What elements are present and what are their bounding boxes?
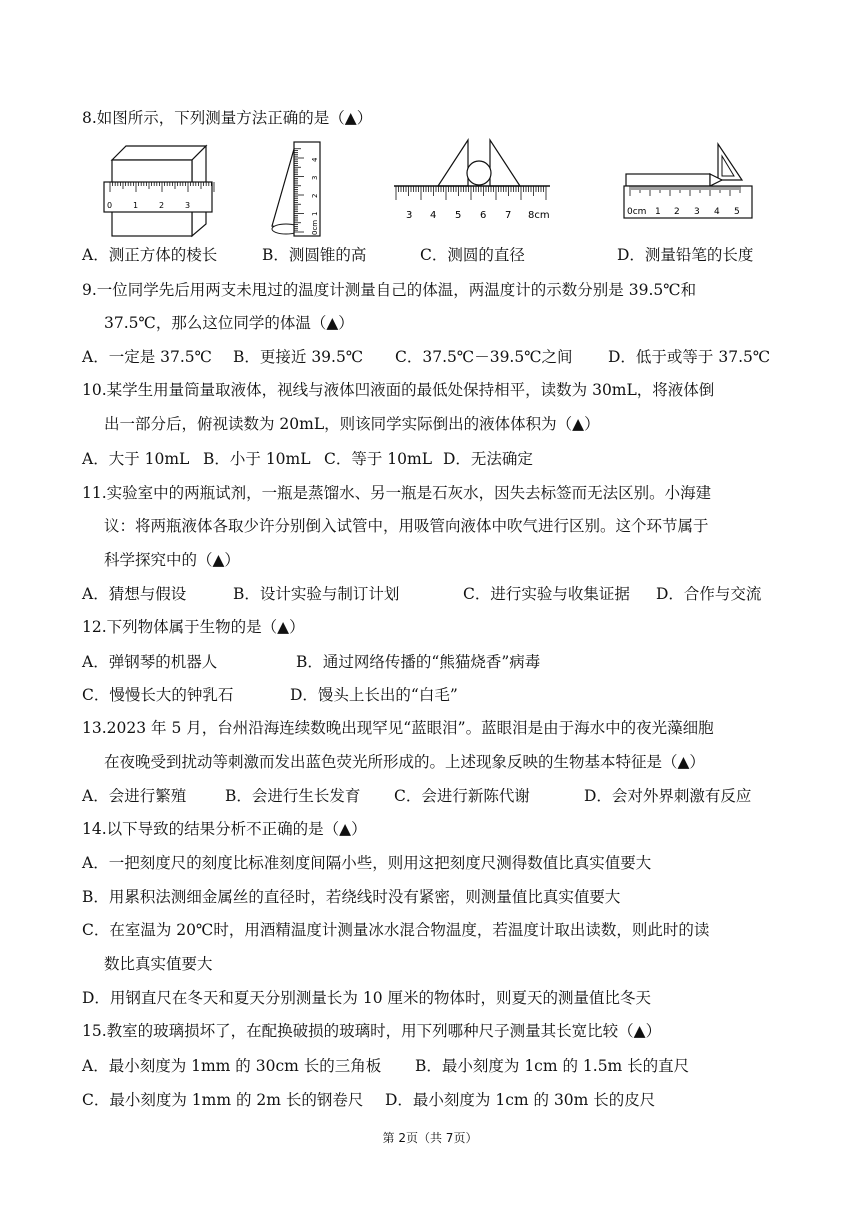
figure-c-circle-triangles [392, 136, 552, 228]
figC-tick-5: 8cm [528, 210, 550, 221]
q13-option-c: C．会进行新陈代谢 [394, 787, 530, 805]
q11-option-b: B．设计实验与制订计划 [233, 585, 400, 603]
figB-tick-4: 4 [311, 157, 319, 162]
figD-tick-3: 3 [694, 207, 700, 217]
figB-tick-1: 1 [311, 211, 319, 216]
q8-option-b: B．测圆锥的高 [262, 246, 367, 264]
q8-stem: 8.如图所示，下列测量方法正确的是（▲） [82, 109, 373, 127]
figD-tick-2: 2 [674, 207, 680, 217]
q15-option-a: A．最小刻度为 1mm 的 30cm 长的三角板 [82, 1057, 382, 1075]
q9-option-a: A．一定是 37.5℃ [82, 348, 212, 366]
figC-tick-3: 6 [480, 210, 487, 221]
q10-option-b: B．小于 10mL [203, 450, 311, 468]
figB-tick-3: 3 [311, 175, 319, 180]
q10-option-d: D．无法确定 [443, 450, 533, 468]
page-footer: 第 2页（共 7页） [382, 1131, 478, 1145]
figD-tick-1: 1 [655, 207, 661, 217]
figC-tick-1: 4 [430, 210, 437, 221]
q9-option-d: D．低于或等于 37.5℃ [608, 348, 771, 366]
q14-option-b: B．用累积法测细金属丝的直径时，若绕线时没有紧密，则测量值比真实值要大 [82, 888, 621, 906]
q9-stem-line2: 37.5℃，那么这位同学的体温（▲） [104, 314, 354, 332]
q13-stem-line1: 13.2023 年 5 月，台州沿海连续数晚出现罕见“蓝眼泪”。蓝眼泪是由于海水中的夜光藻细胞 [82, 719, 714, 737]
q11-option-a: A．猜想与假设 [82, 585, 187, 603]
q12-option-a: A．弹钢琴的机器人 [82, 653, 218, 671]
q10-stem-line2: 出一部分后，俯视读数为 20mL，则该同学实际倒出的液体体积为（▲） [104, 415, 600, 433]
q8-option-a: A．测正方体的棱长 [82, 246, 218, 264]
figA-tick-0: 0 [107, 201, 113, 210]
figC-tick-4: 7 [505, 210, 512, 221]
q14-option-c-line1: C．在室温为 20℃时，用酒精温度计测量冰水混合物温度，若温度计取出读数，则此时的读 [82, 921, 710, 939]
figA-tick-2: 2 [159, 201, 165, 210]
q12-option-d: D．馒头上长出的“白毛” [290, 686, 458, 704]
figC-tick-0: 3 [406, 210, 413, 221]
q9-option-c: C．37.5℃－39.5℃之间 [395, 348, 573, 366]
figD-tick-5: 5 [734, 207, 740, 217]
q14-option-a: A．一把刻度尺的刻度比标准刻度间隔小些，则用这把刻度尺测得数值比真实值要大 [82, 854, 652, 872]
figure-b-cone-ruler [262, 138, 332, 242]
q8-option-d: D．测量铅笔的长度 [617, 246, 754, 264]
figA-tick-3: 3 [185, 201, 191, 210]
figB-tick-0: 0cm [311, 219, 319, 235]
q12-stem: 12.下列物体属于生物的是（▲） [82, 618, 305, 636]
q15-option-b: B．最小刻度为 1cm 的 1.5m 长的直尺 [415, 1057, 690, 1075]
figD-tick-0: 0cm [627, 207, 647, 217]
figA-tick-1: 1 [133, 201, 139, 210]
q14-stem: 14.以下导致的结果分析不正确的是（▲） [82, 820, 367, 838]
q13-option-a: A．会进行繁殖 [82, 787, 187, 805]
q10-stem-line1: 10.某学生用量筒量取液体，视线与液体凹液面的最低处保持相平，读数为 30mL，将液体倒 [82, 381, 715, 399]
figure-a-cube-ruler [100, 140, 220, 240]
q11-stem-line1: 11.实验室中的两瓶试剂，一瓶是蒸馏水、另一瓶是石灰水，因失去标签而无法区别。小海建 [82, 484, 712, 502]
q11-option-c: C．进行实验与收集证据 [463, 585, 630, 603]
q15-option-c: C．最小刻度为 1mm 的 2m 长的钢卷尺 [82, 1091, 364, 1109]
q14-option-c-line2: 数比真实值要大 [104, 955, 213, 973]
q15-option-d: D．最小刻度为 1cm 的 30m 长的皮尺 [385, 1091, 656, 1109]
q12-option-b: B．通过网络传播的“熊猫烧香”病毒 [296, 653, 541, 671]
figD-tick-4: 4 [714, 207, 720, 217]
q15-stem: 15.教室的玻璃损坏了，在配换破损的玻璃时，用下列哪种尺子测量其长宽比较（▲） [82, 1022, 662, 1040]
q11-stem-line3: 科学探究中的（▲） [104, 551, 240, 569]
q12-option-c: C．慢慢长大的钟乳石 [82, 686, 234, 704]
q11-stem-line2: 议：将两瓶液体各取少许分别倒入试管中，用吸管向液体中吹气进行区别。这个环节属于 [104, 517, 709, 535]
q10-option-a: A．大于 10mL [82, 450, 190, 468]
q11-option-d: D．合作与交流 [656, 585, 762, 603]
q14-option-d: D．用钢直尺在冬天和夏天分别测量长为 10 厘米的物体时，则夏天的测量值比冬天 [82, 989, 652, 1007]
q13-option-d: D．会对外界刺激有反应 [584, 787, 752, 805]
q8-option-c: C．测圆的直径 [420, 246, 525, 264]
q9-option-b: B．更接近 39.5℃ [233, 348, 364, 366]
figure-d-pencil-ruler [622, 140, 762, 224]
q9-stem-line1: 9.一位同学先后用两支未甩过的温度计测量自己的体温，两温度计的示数分别是 39.5℃和 [82, 281, 697, 299]
q10-option-c: C．等于 10mL [324, 450, 433, 468]
q13-option-b: B．会进行生长发育 [225, 787, 361, 805]
q13-stem-line2: 在夜晚受到扰动等刺激而发出蓝色荧光所形成的。上述现象反映的生物基本特征是（▲） [104, 753, 705, 771]
figB-tick-2: 2 [311, 193, 319, 198]
figC-tick-2: 5 [455, 210, 462, 221]
